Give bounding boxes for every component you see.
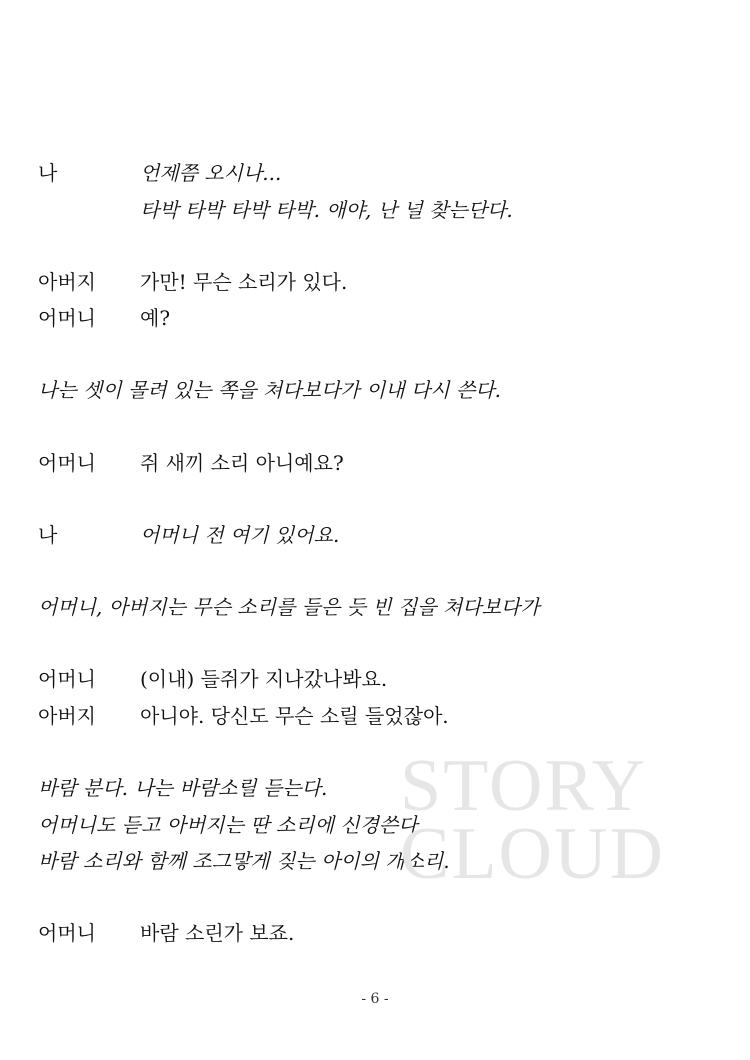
dialogue-text: 예? bbox=[140, 306, 171, 330]
dialogue-text: 타박 타박 타박 타박. 애야, 난 널 찾는단다. bbox=[140, 198, 513, 222]
dialogue-text: (이내) 들쥐가 지나갔나봐요. bbox=[140, 667, 388, 691]
dialogue-text: 어머니 전 여기 있어요. bbox=[140, 523, 340, 547]
dialogue-text: 가만! 무슨 소리가 있다. bbox=[140, 270, 348, 294]
speaker-label: 어머니 bbox=[38, 451, 96, 475]
stage-direction: 나는 셋이 몰려 있는 쪽을 쳐다보다가 이내 다시 쓴다. bbox=[38, 378, 501, 402]
dialogue-text: 아니야. 당신도 무슨 소릴 들었잖아. bbox=[140, 704, 449, 728]
speaker-label: 아버지 bbox=[38, 704, 96, 728]
watermark-line: STORY bbox=[400, 745, 648, 827]
stage-direction: 바람 분다. 나는 바람소릴 듣는다. bbox=[38, 776, 328, 800]
speaker-label: 어머니 bbox=[38, 921, 96, 945]
speaker-label: 나 bbox=[38, 161, 58, 185]
speaker-label: 아버지 bbox=[38, 270, 96, 294]
stage-direction: 바람 소리와 함께 조그맣게 짖는 아이의 개소리. bbox=[38, 849, 450, 873]
page-number: - 6 - bbox=[361, 991, 389, 1007]
speaker-label: 어머니 bbox=[38, 306, 96, 330]
speaker-label: 나 bbox=[38, 523, 58, 547]
speaker-label: 어머니 bbox=[38, 667, 96, 691]
stage-direction: 어머니도 듣고 아버지는 딴 소리에 신경쓴다. bbox=[38, 813, 424, 837]
stage-direction: 어머니, 아버지는 무슨 소리를 들은 듯 빈 집을 쳐다보다가 bbox=[38, 595, 540, 619]
watermark-line: CLOUD bbox=[400, 813, 665, 895]
dialogue-text: 쥐 새끼 소리 아니예요? bbox=[140, 451, 344, 475]
dialogue-text: 언제쯤 오시나... bbox=[140, 161, 282, 185]
dialogue-text: 바람 소린가 보죠. bbox=[140, 921, 295, 945]
